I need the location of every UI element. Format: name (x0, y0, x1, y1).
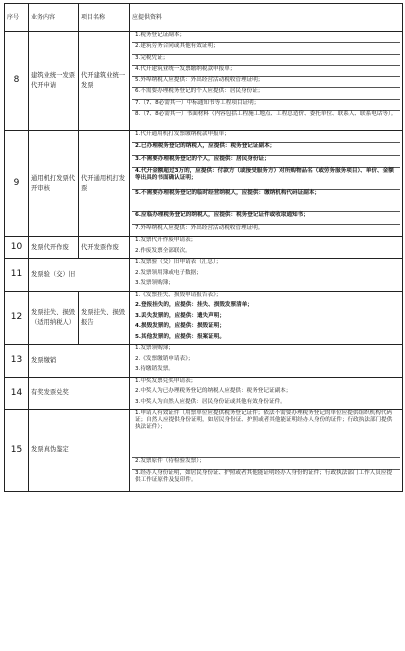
material-item: 6.不需要办理税务登记的个人应提供：居民身份证； (132, 88, 400, 99)
material-item: 2.登报挂失的，应提供：挂失、损毁发票清单； (135, 302, 253, 309)
row-no: 15 (5, 410, 29, 492)
row-no: 13 (5, 345, 29, 378)
row-materials (130, 377, 403, 410)
material-item: 3.不需要办理税务登记的个人，应提供：居民身份证； (132, 156, 400, 168)
row-materials (130, 410, 403, 492)
material-item: 2.建筑劳务合同或其他有效证明； (132, 43, 400, 54)
material-item: 2.《发票缴销申请表》； (135, 355, 194, 362)
header-name: 项目名称 (79, 4, 130, 32)
row-materials (130, 131, 403, 237)
material-item: 1.中奖发票兑奖申请表； (135, 377, 197, 384)
material-item: 8.（7、8必需其一）书面材料（内容包括工程施工地点、工程总造价、委托单位、联系人、联系电话等）。 (135, 111, 397, 118)
material-item: 2.发票原件（待检验发票）； (132, 458, 400, 470)
table-row (5, 259, 403, 292)
row-materials (130, 237, 403, 259)
material-item: 3.中奖人为自然人应提供：居民身份证或其他有效身份证件。 (135, 398, 286, 405)
row-no: 10 (5, 237, 29, 259)
material-item: 4.代开建筑业统一发票缴纳税款申报单； (132, 66, 400, 77)
row-name: 代开建筑业统一发票 (79, 32, 130, 131)
material-item: 3.发票领购簿； (135, 280, 174, 287)
row-category: 有奖发票兑奖 (29, 377, 130, 410)
row-no: 8 (5, 32, 29, 131)
row-materials (130, 291, 403, 345)
material-item: 7.（7、8必需其一）中标通知书等工程项目证明； (132, 100, 400, 111)
row-no: 9 (5, 131, 29, 237)
material-item: 5.不需要办理税务登记的临时经营纳税人，应提供：缴纳机构代码证副本； (132, 190, 400, 212)
material-item: 3.经办人身份证明，如居民身份证、护照或者其他能证明经办人身份的证件；行政执法部门工作人员应提供工作证原件及复印件。 (135, 469, 393, 483)
row-materials (130, 345, 403, 378)
material-item: 1.发票领购簿； (135, 345, 174, 352)
row-name: 代开发票作废 (79, 237, 130, 259)
row-no: 11 (5, 259, 29, 292)
row-category: 发票真伪鉴定 (29, 410, 130, 492)
table-row (5, 345, 403, 378)
material-item: 1.代开通用机打发票缴纳税款申报单； (132, 131, 400, 143)
material-item: 4.损毁发票的，应提供：损毁证明； (135, 323, 225, 330)
table-row (5, 291, 403, 345)
material-item: 2.中奖人为已办理税务登记的纳税人应提供：税务登记证副本； (135, 388, 292, 395)
row-name: 发票挂失、损毁报告 (79, 291, 130, 345)
material-item: 2.作废发票全部联次。 (135, 247, 191, 254)
table-header-row (5, 4, 403, 32)
material-item: 7.外埠纳税人应提供：外出经营活动税收管理证明。 (135, 224, 264, 231)
row-no: 12 (5, 291, 29, 345)
materials-table (4, 3, 403, 492)
row-category: 发票挂失、损毁（适用纳税人） (29, 291, 79, 345)
material-item: 5.其他发票的，应提供：报案证明。 (135, 333, 225, 340)
row-category: 通用机打发票代开审核 (29, 131, 79, 237)
material-item: 4.代开金额超过3万的，应提供：付款方（或接受服务方）对所购物品名（或劳务服务项目）、单价、金额等出具的书面确认证明； (132, 168, 400, 190)
header-no: 序号 (5, 4, 29, 32)
material-item: 1.《发票挂失、损毁申请报告表》； (135, 291, 222, 298)
row-name: 代开通用机打发票 (79, 131, 130, 237)
row-category: 发票验（交）旧 (29, 259, 130, 292)
table-row (5, 131, 403, 237)
row-category: 发票缴销 (29, 345, 130, 378)
header-category: 业务内容 (29, 4, 79, 32)
table-row (5, 377, 403, 410)
row-no: 14 (5, 377, 29, 410)
material-item: 3.完税凭证； (132, 55, 400, 66)
row-materials (130, 259, 403, 292)
row-materials (130, 32, 403, 131)
table-row (5, 410, 403, 492)
material-item: 1.发票代开作废申请表； (135, 237, 197, 244)
material-item: 6.应临办理税务登记的纳税人，应提供：税务登记证件或收取通知书； (132, 212, 400, 224)
material-item: 2.已办理税务登记的纳税人，应提供：税务登记证副本； (132, 143, 400, 155)
row-category: 建筑业统一发票代开申请 (29, 32, 79, 131)
material-item: 1.发票验（交）旧申请表（汇总）； (135, 259, 222, 266)
material-item: 1.申请人有效证件（用票单位应提供税务登记证件；依法不需要办理税务登记的单位应提供组织机构代码证；自然人应提供身份证明，如居民身份证、护照或者其他能证明经办人身份的证件；行政执法部门提供执法证件）； (132, 410, 400, 458)
table-row (5, 32, 403, 131)
row-category: 发票代开作废 (29, 237, 79, 259)
material-item: 1.税务登记证副本； (132, 32, 400, 43)
material-item: 5.外埠纳税人应提供：外出经营活动税收管理证明； (132, 77, 400, 88)
material-item: 2.发票领用簿或电子数据； (135, 269, 202, 276)
material-item: 3.丢失发票的，应提供：遗失声明； (135, 312, 225, 319)
table-row (5, 237, 403, 259)
material-item: 3.待缴销发票。 (135, 366, 174, 373)
header-materials: 应提供资料 (130, 4, 403, 32)
